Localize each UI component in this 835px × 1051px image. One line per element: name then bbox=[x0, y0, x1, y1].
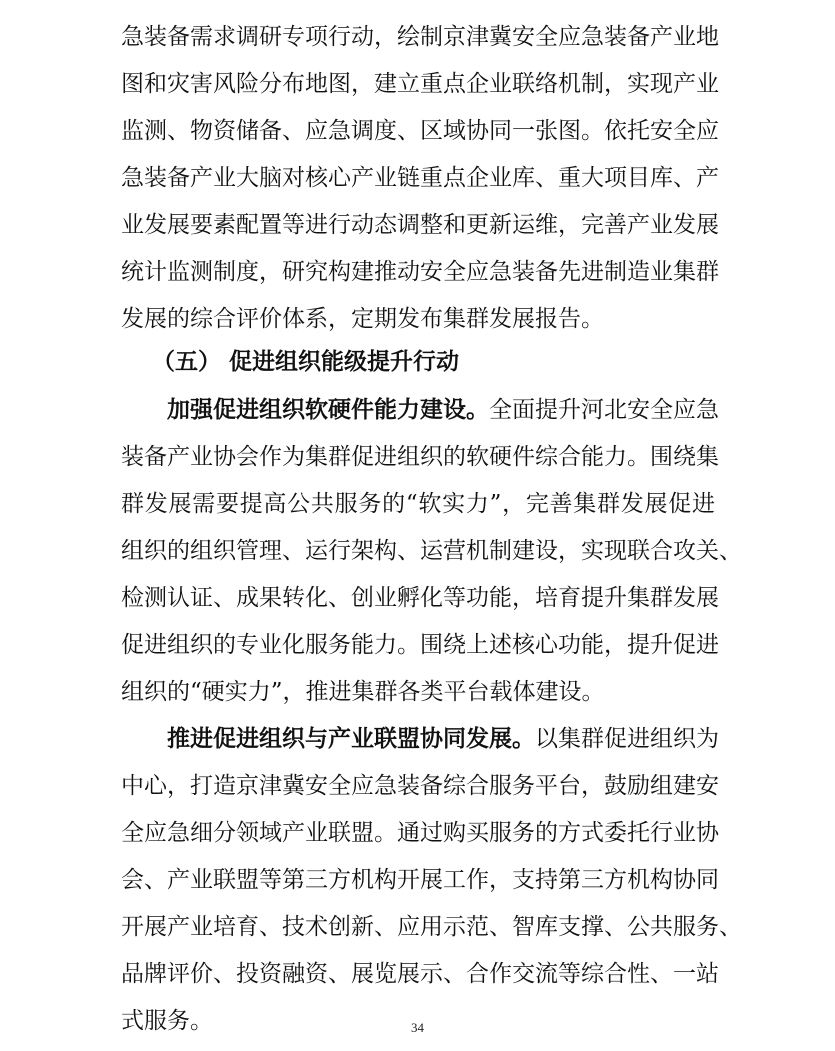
paragraph-3-line-7: 式服务。 bbox=[121, 1008, 213, 1034]
paragraph-2-lead: 加强促进组织软硬件能力建设。 bbox=[167, 397, 489, 423]
paragraph-3-line-2: 中心，打造京津冀安全应急装备综合服务平台，鼓励组建安 bbox=[121, 773, 719, 799]
paragraph-3-first-rest: 以集群促进组织为 bbox=[535, 726, 719, 752]
paragraph-1-line-7: 发展的综合评价体系，定期发布集群发展报告。 bbox=[121, 306, 604, 332]
paragraph-2-line-4: 组织的组织管理、运行架构、运营机制建设，实现联合攻关、 bbox=[121, 538, 742, 564]
paragraph-2-first-rest: 全面提升河北安全应急 bbox=[489, 397, 719, 423]
paragraph-3-line-5: 开展产业培育、技术创新、应用示范、智库支撑、公共服务、 bbox=[121, 914, 742, 940]
paragraph-1-line-5: 业发展要素配置等进行动态调整和更新运维，完善产业发展 bbox=[121, 212, 719, 238]
paragraph-1-line-3: 监测、物资储备、应急调度、区域协同一张图。依托安全应 bbox=[121, 118, 719, 144]
paragraph-1-line-1: 急装备需求调研专项行动，绘制京津冀安全应急装备产业地 bbox=[121, 24, 719, 50]
section-heading: （五） 促进组织能级提升行动 bbox=[152, 349, 460, 375]
paragraph-1-line-4: 急装备产业大脑对核心产业链重点企业库、重大项目库、产 bbox=[121, 165, 719, 191]
paragraph-1-line-2: 图和灾害风险分布地图，建立重点企业联络机制，实现产业 bbox=[121, 71, 719, 97]
paragraph-2-first-line bbox=[167, 395, 719, 425]
paragraph-2-line-3: 群发展需要提高公共服务的“软实力”，完善集群发展促进 bbox=[121, 491, 715, 517]
paragraph-3-line-6: 品牌评价、投资融资、展览展示、合作交流等综合性、一站 bbox=[121, 961, 719, 987]
paragraph-2-line-6: 促进组织的专业化服务能力。围绕上述核心功能，提升促进 bbox=[121, 632, 719, 658]
page-number: 34 bbox=[411, 1020, 424, 1035]
paragraph-3-first-line bbox=[167, 724, 719, 754]
paragraph-2-line-2: 装备产业协会作为集群促进组织的软硬件综合能力。围绕集 bbox=[121, 444, 719, 470]
paragraph-2-line-7: 组织的“硬实力”，推进集群各类平台载体建设。 bbox=[121, 679, 605, 705]
paragraph-3-line-4: 会、产业联盟等第三方机构开展工作，支持第三方机构协同 bbox=[121, 867, 719, 893]
paragraph-3-line-3: 全应急细分领域产业联盟。通过购买服务的方式委托行业协 bbox=[121, 820, 719, 846]
paragraph-1-line-6: 统计监测制度，研究构建推动安全应急装备先进制造业集群 bbox=[121, 259, 719, 285]
paragraph-3-lead: 推进促进组织与产业联盟协同发展。 bbox=[167, 726, 535, 752]
paragraph-2-line-5: 检测认证、成果转化、创业孵化等功能，培育提升集群发展 bbox=[121, 585, 719, 611]
